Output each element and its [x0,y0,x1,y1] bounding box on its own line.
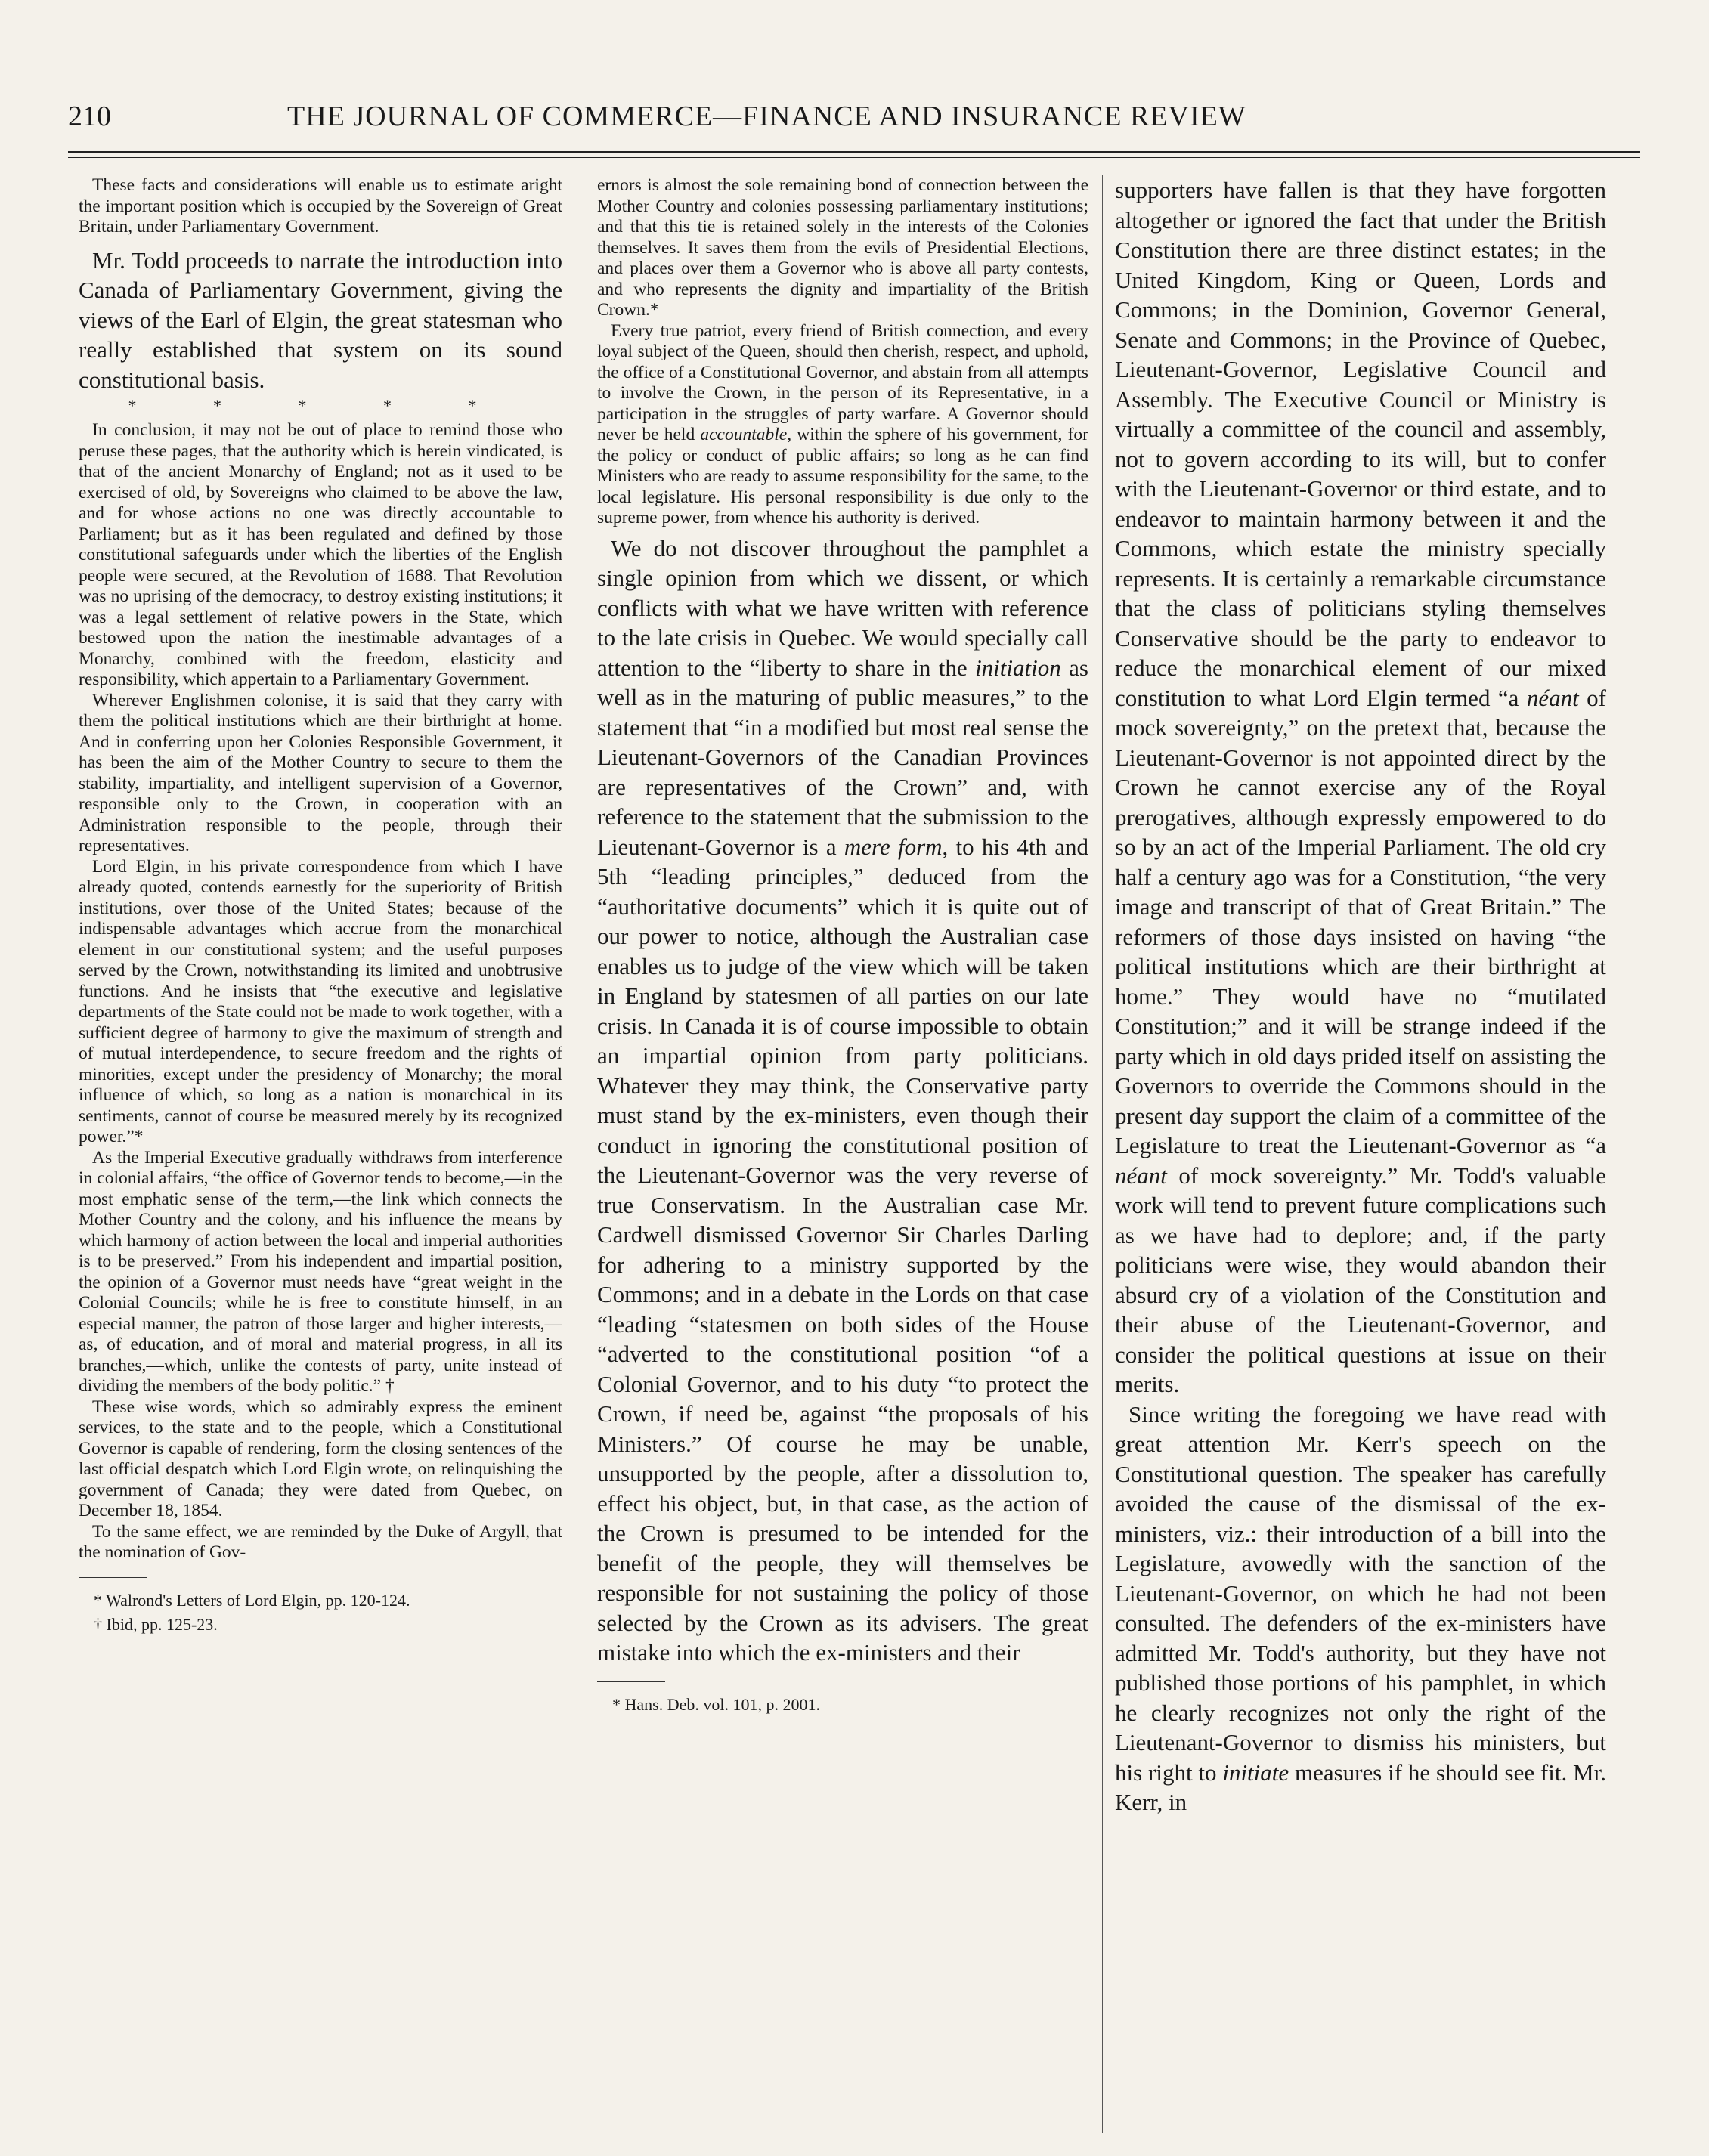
footnote: * Walrond's Letters of Lord Elgin, pp. 120-124. [94,1590,410,1610]
paragraph: Mr. Todd proceeds to narrate the introduction into Canada of Parliamentary Government, giving the views of the Earl of Elgin, the great statesman who really established that system on its sound constitutional basis. [79,246,562,393]
paragraph: supporters have fallen is that they have forgotten altogether or ignored the fact that under the British Constitution there are three distinct estates; in the United Kingdom, King or Queen, Lords and Commons; in the Dominion, Governor General, Senate and Commons; in the Province of Quebec, Lieutenant-Governor, Legislative Council and Assembly. The Executive Council or Ministry is virtually a committee of the council and assembly, not to govern according to its will, but to confer with the Lieutenant-Governor or third estate, and to endeavor to maintain harmony between it and the Commons, which estate the ministry specially represents. It is certainly a remarkable circumstance that the class of politicians styling themselves Conservative should be the party to endeavor to reduce the monarchical element of our mixed constitution to what Lord Elgin termed “a néant of mock sovereignty,” on the pretext that, because the Lieutenant-Governor is not appointed direct by the Crown he cannot exercise any of the Royal prerogatives, although expressly empowered to do so by an act of the Imperial Parliament. The old cry half a century ago was for a Constitution, “the very image and transcript of that of Great Britain.” The reformers of those days insisted on having “the political institutions which are their birthright at home.” They would have no “mutilated Constitution;” and it will be strange indeed if the party which in old days prided itself on assisting the Governors to override the Commons should in the present day support the claim of a committee of the Legislature to treat the Lieutenant-Governor as “a néant of mock sovereignty.” Mr. Todd's valuable work will tend to prevent future complications such as we have had to deplore; and, if the party politicians were wise, they would abandon their absurd cry of a violation of the Constitution and their abuse of the Lieutenant-Governor, and consider the political questions at issue on their merits. [1115,177,1606,1397]
emphasis: accountable [700,425,788,444]
paragraph: ernors is almost the sole remaining bond of connection between the Mother Country and colonies possessing parliamentary institutions; and that this tie is retained solely in the interests of the Colonies themselves. It saves them from the evils of Presidential Elections, and places over them a Governor who is above all party contests, and who represents the dignity and impartiality of the British Crown.* [597,175,1088,320]
paragraph: Lord Elgin, in his private correspondence from which I have already quoted, contends earnestly for the superiority of British institutions, over those of the United States; because of the indispensable advantages which accrue from the monarchical element in our constitutional system; and the useful purposes served by the Crown, notwithstanding its limited and unobtrusive functions. And he insists that “the executive and legislative departments of the State could not be made to work together, with a sufficient degree of harmony to give the maximum of strength and of mutual interdependence, to secure freedom and the rights of minorities, except under the presidency of Monarchy; the moral influence of which, so long as a nation is monarchical in its sentiments, cannot of course be measured merely by its recognized power.”* [79,856,562,1146]
paragraph: These facts and considerations will enable us to estimate aright the important position which is occupied by the Sovereign of Great Britain, under Parliamentary Government. [79,175,562,237]
footnote: * Hans. Deb. vol. 101, p. 2001. [612,1694,820,1714]
footnote-rule [597,1681,665,1682]
emphasis: initiation [975,654,1061,681]
paragraph: Wherever Englishmen colonise, it is said that they carry with them the political institutions which are their birthright at home. And in conferring upon her Colonies Responsible Government, it has been the aim of the Mother Country to secure to them the stability, impartiality, and intelligent supervision of a Governor, responsible only to the Crown, in cooperation with an Administration responsible to the people, through their representatives. [79,690,562,855]
column-3 [1115,175,1606,2133]
paragraph: To the same effect, we are reminded by the Duke of Argyll, that the nomination of Gov- [79,1521,562,1562]
header-rule-thick [68,151,1640,153]
paragraph: Since writing the foregoing we have read with great attention Mr. Kerr's speech on the Constitutional question. The speaker has carefully avoided the cause of the dismissal of the ex-ministers, viz.: their introduction of a bill into the Legislature, avowedly with the sanction of the Lieutenant-Governor, on which he had not been consulted. The defenders of the ex-ministers have admitted Mr. Todd's authority, but they have not published those portions of his pamphlet, in which he clearly recognizes not only the right of the Lieutenant-Governor to dismiss his ministers, but his right to initiate measures if he should see fit. Mr. Kerr, in [1115,1400,1606,1815]
paragraph: We do not discover throughout the pamphlet a single opinion from which we dissent, or which conflicts with what we have written with reference to the late crisis in Quebec. We would specially call attention to the “liberty to share in the initiation as well as in the maturing of public measures,” to the statement that “in a modified but most real sense the Lieutenant-Governors of the Canadian Provinces are representatives of the Crown” and, with reference to the statement that the submission to the Lieutenant-Governor is a mere form, to his 4th and 5th “leading principles,” deduced from the “authoritative documents” which it is quite out of our power to notice, although the Australian case enables us to judge of the view which will be taken in England by statesmen of all parties on our late crisis. In Canada it is of course impossible to obtain an impartial opinion from party politicians. Whatever they may think, the Conservative party must stand by the ex-ministers, even though their conduct in ignoring the constitutional position of the Lieutenant-Governor was the very reverse of true Conservatism. In the Australian case Mr. Cardwell dismissed Governor Sir Charles Darling for adhering to a ministry supported by the Commons; and in a debate in the Lords on that case “leading “statesmen on both sides of the House “adverted to the constitutional position “of a Colonial Governor, and to his duty “to protect the Crown, if need be, against “the proposals of his Ministers.” Of course he may be unable, unsupported by the people, after a dissolution to, effect his object, but, in that case, as the action of the Crown is presumed to be intended for the benefit of the people, they will themselves be responsible for not sustaining the policy of those selected by the Crown as its advisers. The great mistake into which the ex-ministers and their [597,534,1088,1666]
paragraph: Every true patriot, every friend of British connection, and every loyal subject of the Queen, should then cherish, respect, and uphold, the office of a Constitutional Governor, and abstain from all attempts to involve the Crown, in the person of its Representative, in a participation in the struggles of party warfare. A Governor should never be held accountable, within the sphere of his government, for the policy or conduct of public affairs; so long as he can find Ministers who are ready to assume responsibility for the same, to the local legislature. His personal responsibility is due only to the supreme power, from whence his authority is derived. [597,320,1088,527]
emphasis: mere form [844,833,943,860]
paragraph: In conclusion, it may not be out of place to remind those who peruse these pages, that the authority which is herein vindicated, is that of the ancient Monarchy of England; not as it used to be exercised of old, by Sovereigns who claimed to be above the law, and for whose actions no one was directly accountable to Parliament; but as it has been regulated and defined by those constitutional safeguards under which the liberties of the English people were secured, at the Revolution of 1688. That Revolution was no uprising of the democracy, to destroy existing institutions; it was a legal settlement of relative powers in the State, which bestowed upon the nation the inestimable advantages of a Monarchy, combined with the freedom, elasticity and responsibility, which appertain to a Parliamentary Government. [79,420,562,689]
page-number: 210 [68,101,111,132]
column-2 [597,175,1088,2133]
header-rule-thin [68,157,1640,158]
journal-title: THE JOURNAL OF COMMERCE—FINANCE AND INSURANCE REVIEW [287,101,1246,132]
emphasis: initiate [1222,1759,1289,1786]
emphasis: néant [1115,1162,1167,1189]
paragraph: As the Imperial Executive gradually withdraws from interference in colonial affairs, “the office of Governor tends to become,—in the most emphatic sense of the term,—the link which connects the Mother Country and the colony, and his influence the means by which harmony of action between the local and imperial authorities is to be preserved.” From his independent and impartial position, the opinion of a Governor must needs have “great weight in the Colonial Councils; while he is free to constitute himself, in an especial manner, the patron of those larger and higher interests,—as, of education, and of moral and material progress, in all its branches,—which, unlike the contests of party, unite instead of dividing the members of the body politic.” † [79,1147,562,1396]
paragraph: These wise words, which so admirably express the eminent services, to the state and to the people, which a Constitutional Governor is capable of rendering, form the closing sentences of the last official despatch which Lord Elgin wrote, on relinquishing the government of Canada; they were dated from Quebec, on December 18, 1854. [79,1397,562,1520]
page-header [68,100,1640,145]
footnote-rule [79,1577,147,1578]
section-break-stars: * * * * * [128,396,513,415]
emphasis: néant [1526,684,1579,711]
column-1 [79,175,562,2133]
footnote: † Ibid, pp. 125-23. [94,1614,218,1634]
column-divider-2 [1102,175,1103,2133]
